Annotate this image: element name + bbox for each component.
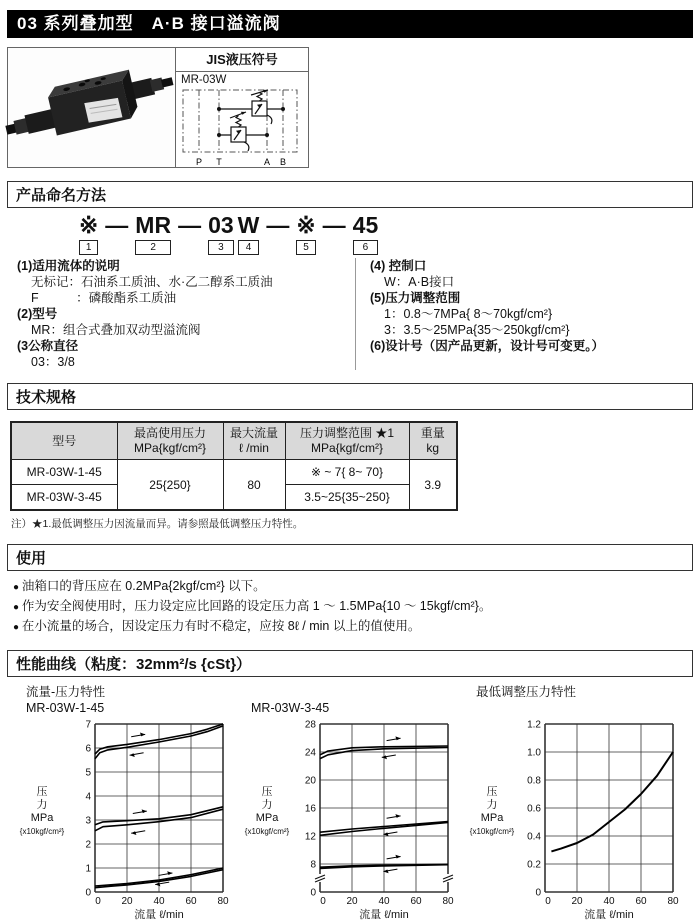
model-code-box: 6: [353, 240, 379, 255]
svg-text:80: 80: [667, 896, 679, 907]
specs-note: 注）★1.最低调整压力因流量而异。请参照最低调整压力特性。: [11, 518, 304, 530]
model-code-text: 03: [208, 212, 234, 238]
svg-text:7: 7: [85, 719, 91, 731]
chart-title: 流量-压力特性: [26, 685, 106, 699]
naming-item: [370, 290, 693, 338]
y-axis-label-line: 力: [36, 799, 48, 811]
naming-item-heading: (4) 控制口: [370, 259, 427, 273]
model-code-text: ※: [296, 212, 316, 238]
naming-item: [17, 338, 355, 370]
y-axis-label-line: {x10kgf/cm²}: [19, 827, 65, 836]
cell-max-pressure: 25{250}: [117, 460, 223, 511]
model-code-part: [208, 213, 234, 255]
naming-item-heading: (6)设计号（因产品更新，设计号可变更。）: [370, 339, 605, 353]
y-axis-label: [15, 786, 69, 838]
jis-hydraulic-symbol: [178, 87, 306, 169]
svg-text:4: 4: [85, 791, 91, 803]
model-code-box: 1: [79, 240, 98, 255]
cell-adjust-range-2: 3.5~25{35~250}: [285, 485, 409, 511]
y-axis-label-line: 压: [261, 786, 273, 798]
naming-item-line: F ：磷酸酯系工质油: [31, 291, 177, 305]
jis-model-label: MR-03W: [181, 74, 227, 86]
y-axis-label-line: MPa: [480, 812, 504, 824]
model-code-text: ※: [79, 212, 99, 238]
cell-adjust-range-1: ※ ~ 7{ 8~ 70}: [285, 460, 409, 485]
y-axis-label-line: MPa: [255, 812, 279, 824]
naming-item-heading: (3公称直径: [17, 339, 79, 353]
table-row: [11, 460, 457, 485]
model-code-text: —: [105, 212, 129, 238]
section-header-usage: 使用: [7, 544, 693, 571]
model-code-dash: [102, 213, 131, 237]
chart-flow-pressure-3: [240, 684, 465, 922]
y-axis-label-line: 力: [486, 799, 498, 811]
svg-text:28: 28: [304, 719, 316, 731]
model-code-part: [353, 213, 379, 255]
svg-text:60: 60: [410, 896, 422, 907]
y-axis-label-line: 力: [261, 799, 273, 811]
svg-text:8: 8: [310, 859, 316, 871]
col-header-max-flow: 最大流量 ℓ /min: [223, 422, 285, 460]
naming-item: [370, 258, 693, 290]
specs-table: [10, 421, 458, 511]
svg-text:20: 20: [121, 896, 133, 907]
chart-title: [240, 684, 465, 700]
svg-text:20: 20: [304, 775, 316, 787]
svg-text:3: 3: [85, 815, 91, 827]
model-code-box: 2: [135, 240, 171, 255]
svg-text:20: 20: [571, 896, 583, 907]
model-code-part: [296, 213, 315, 255]
jis-symbol-panel: [176, 48, 308, 167]
svg-text:24: 24: [304, 747, 316, 759]
svg-text:40: 40: [378, 896, 390, 907]
col-header-max-pressure: 最高使用压力 MPa{kgf/cm²}: [117, 422, 223, 460]
y-axis-label: [240, 786, 294, 838]
model-code-box: 3: [208, 240, 234, 255]
col-header-model: 型号: [11, 422, 117, 460]
svg-text:0.8: 0.8: [527, 775, 541, 787]
y-axis-label: [465, 786, 519, 838]
model-code-text: —: [266, 212, 290, 238]
page-title: 03 系列叠加型 A·B 接口溢流阀: [7, 10, 693, 38]
model-code-text: —: [178, 212, 202, 238]
naming-item-line: 3：3.5～25MPa{35～250kgf/cm²}: [384, 323, 570, 337]
port-label-p: P: [195, 157, 203, 167]
naming-right-column: [355, 258, 693, 370]
naming-item: [17, 306, 355, 338]
svg-text:0.6: 0.6: [527, 803, 541, 815]
cell-weight: 3.9: [409, 460, 457, 511]
jis-symbol-body: [176, 72, 308, 167]
svg-text:0: 0: [85, 887, 91, 899]
chart-subtitle: MR-03W-3-45: [251, 701, 330, 715]
svg-text:16: 16: [304, 803, 316, 815]
svg-text:5: 5: [85, 767, 91, 779]
naming-item-line: MR：组合式叠加双动型溢流阀: [31, 323, 201, 337]
product-photo: [8, 48, 176, 167]
chart-title: 最低调整压力特性: [476, 685, 577, 699]
port-label-a: A: [263, 157, 271, 167]
svg-text:0.2: 0.2: [527, 859, 541, 871]
port-label-b: B: [279, 157, 287, 167]
svg-text:1: 1: [85, 863, 91, 875]
usage-bullets: [13, 577, 693, 637]
y-axis-label-line: {x10kgf/cm²}: [244, 827, 290, 836]
chart-flow-pressure-1: [15, 684, 240, 922]
section-header-naming: 产品命名方法: [7, 181, 693, 208]
specs-header-row: [11, 422, 457, 460]
series-minimum-pressure: [551, 752, 673, 851]
chart-subtitle: [465, 700, 690, 716]
svg-text:80: 80: [217, 896, 229, 907]
svg-text:20: 20: [346, 896, 358, 907]
naming-item-line: W：A·B接口: [384, 275, 455, 289]
model-code-box: 4: [238, 240, 260, 255]
chart-plot: [519, 716, 681, 908]
svg-text:0: 0: [320, 896, 326, 907]
svg-text:60: 60: [635, 896, 647, 907]
model-code: [77, 213, 693, 255]
naming-item-heading: (2)型号: [17, 307, 58, 321]
usage-bullet: ● 在小流量的场合，因设定压力有时不稳定，应按 8ℓ / min 以上的值使用。: [13, 617, 693, 637]
y-axis-label-line: {x10kgf/cm²}: [469, 827, 515, 836]
naming-item: [17, 258, 355, 306]
naming-item-line: 1：0.8～7MPa{ 8～70kgf/cm²}: [384, 307, 553, 321]
chart-body: [465, 716, 690, 908]
chart-body: [240, 716, 465, 908]
model-code-box: 5: [296, 240, 315, 255]
product-photo-image: [8, 48, 173, 167]
naming-item: [370, 338, 693, 354]
cell-max-flow: 80: [223, 460, 285, 511]
svg-text:80: 80: [442, 896, 454, 907]
x-axis-label: 流量 ℓ/min: [134, 909, 184, 921]
svg-text:1.0: 1.0: [527, 747, 541, 759]
y-axis-label-line: 压: [486, 786, 498, 798]
svg-text:40: 40: [153, 896, 165, 907]
x-axis-label: 流量 ℓ/min: [359, 909, 409, 921]
svg-text:0: 0: [535, 887, 541, 899]
model-code-part: [238, 213, 260, 255]
model-code-text: MR: [135, 212, 172, 238]
chart-plot: [69, 716, 231, 908]
naming-item-line: 03：3/8: [31, 355, 75, 369]
svg-text:1.2: 1.2: [527, 719, 541, 731]
model-code-text: 45: [352, 212, 379, 238]
naming-item-line: 无标记：石油系工质油、水·乙二醇系工质油: [31, 275, 273, 289]
chart-minimum-pressure: [465, 684, 690, 922]
performance-charts: [15, 684, 693, 922]
cell-model-1: MR-03W-1-45: [11, 460, 117, 485]
col-header-adjust-range: 压力调整范围 ★1 MPa{kgf/cm²}: [285, 422, 409, 460]
svg-text:40: 40: [603, 896, 615, 907]
usage-bullet: ● 作为安全阀使用时，压力设定应比回路的设定压力高 1 ～ 1.5MPa{10 ～ 15kgf/cm²}。: [13, 597, 693, 617]
section-header-specs: 技术规格: [7, 383, 693, 410]
chart-subtitle: MR-03W-1-45: [26, 701, 105, 715]
svg-text:0: 0: [310, 887, 316, 899]
col-header-weight: 重量 kg: [409, 422, 457, 460]
model-code-text: —: [322, 212, 346, 238]
svg-text:2: 2: [85, 839, 91, 851]
chart-body: [15, 716, 240, 908]
model-code-dash: [320, 213, 349, 237]
svg-text:12: 12: [304, 831, 316, 843]
svg-text:60: 60: [185, 896, 197, 907]
naming-columns: [7, 258, 693, 370]
naming-item-heading: (5)压力调整范围: [370, 291, 461, 305]
cell-model-2: MR-03W-3-45: [11, 485, 117, 511]
svg-text:6: 6: [85, 743, 91, 755]
usage-bullet: ● 油箱口的背压应在 0.2MPa{2kgf/cm²} 以下。: [13, 577, 693, 597]
y-axis-label-line: MPa: [30, 812, 54, 824]
naming-left-column: [7, 258, 355, 370]
model-code-dash: [263, 213, 292, 237]
model-code-part: [135, 213, 171, 255]
model-code-dash: [175, 213, 204, 237]
svg-text:0: 0: [95, 896, 101, 907]
jis-symbol-header: JIS液压符号: [176, 48, 308, 72]
y-axis-label-line: 压: [36, 786, 48, 798]
x-axis-label: 流量 ℓ/min: [584, 909, 634, 921]
naming-item-heading: (1)适用流体的说明: [17, 259, 120, 273]
section-header-performance: 性能曲线（粘度：32mm²/s {cSt}）: [7, 650, 693, 677]
model-code-part: [79, 213, 98, 255]
port-label-t: T: [216, 157, 222, 167]
svg-text:0: 0: [545, 896, 551, 907]
figure-box: [7, 47, 309, 168]
chart-plot: [294, 716, 456, 908]
model-code-text: W: [237, 212, 260, 238]
svg-text:0.4: 0.4: [527, 831, 541, 843]
